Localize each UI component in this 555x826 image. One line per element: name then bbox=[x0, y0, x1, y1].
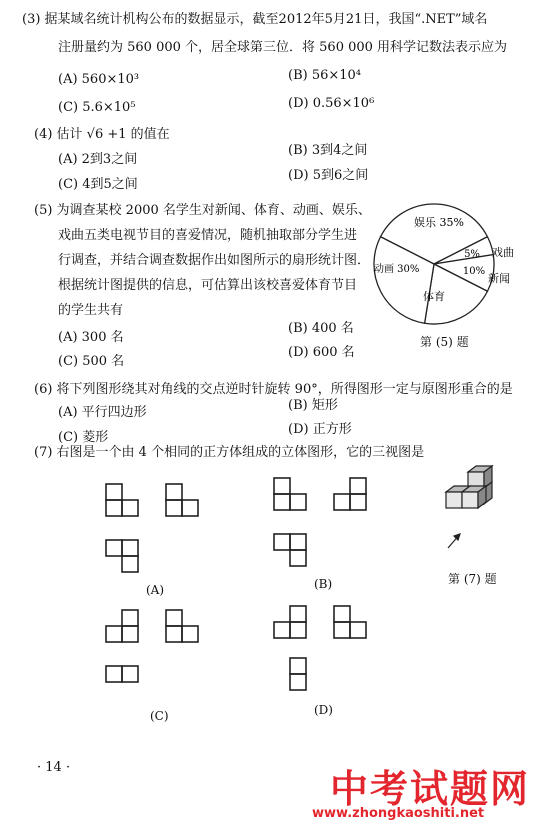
pie-label-news-pct: 10% bbox=[462, 266, 486, 277]
q4-option-c: (C) 4到5之间 bbox=[58, 177, 138, 192]
q3-stem-line1: (3) 据某域名统计机构公布的数据显示，截至2012年5月21日，我国“.NET”域名 bbox=[22, 12, 488, 27]
watermark-title: 中考试题网 bbox=[330, 767, 531, 811]
q3-option-c: (C) 5.6×10⁵ bbox=[58, 100, 136, 115]
q3-option-a: (A) 560×10³ bbox=[58, 72, 140, 87]
pie-label-opera-pct: 5% bbox=[464, 249, 480, 260]
q5-option-c: (C) 500 名 bbox=[58, 354, 125, 369]
q5-stem-line1: (5) 为调查某校 2000 名学生对新闻、体育、动画、娱乐、 bbox=[34, 203, 371, 218]
pie-outside-label-news: 新闻 bbox=[488, 272, 510, 285]
q5-option-a: (A) 300 名 bbox=[58, 330, 124, 345]
q6-option-a: (A) 平行四边形 bbox=[58, 405, 147, 420]
q4-option-b: (B) 3到4之间 bbox=[288, 143, 368, 158]
q5-stem-line4: 根据统计图提供的信息，可估算出该校喜爱体育节目 bbox=[58, 278, 358, 293]
q3-option-b: (B) 56×10⁴ bbox=[288, 68, 362, 83]
q6-option-d: (D) 正方形 bbox=[288, 422, 352, 437]
pie-chart bbox=[362, 200, 532, 330]
q5-stem-line2: 戏曲五类电视节目的喜爱情况，随机抽取部分学生进 bbox=[58, 228, 358, 243]
q4-option-d: (D) 5到6之间 bbox=[288, 168, 369, 183]
q4-stem: (4) 估计 √6 +1 的值在 bbox=[34, 127, 170, 142]
q5-option-d: (D) 600 名 bbox=[288, 345, 355, 360]
q7-option-d-views bbox=[268, 596, 388, 706]
pie-label-entertainment: 娱乐 35% bbox=[414, 216, 464, 229]
q7-stem: (7) 右图是一个由 4 个相同的正方体组成的立体图形，它的三视图是 bbox=[34, 445, 425, 460]
pie-label-animation: 动画 30% bbox=[374, 264, 420, 275]
q7-option-c-views bbox=[100, 600, 220, 700]
pie-label-sports: 体育 bbox=[423, 290, 445, 303]
q5-option-b: (B) 400 名 bbox=[288, 321, 354, 336]
q6-option-b: (B) 矩形 bbox=[288, 398, 338, 413]
q4-option-a: (A) 2到3之间 bbox=[58, 152, 138, 167]
q3-option-d: (D) 0.56×10⁶ bbox=[288, 96, 375, 111]
q7-option-a-label: (A) bbox=[146, 583, 165, 597]
q7-solid-figure bbox=[430, 460, 510, 570]
q5-stem-line3: 行调查，并结合调查数据作出如图所示的扇形统计图． bbox=[58, 253, 371, 268]
pie-outside-label-opera: 戏曲 bbox=[492, 246, 514, 259]
q6-stem: (6) 将下列图形绕其对角线的交点逆时针旋转 90°，所得图形一定与原图形重合的是 bbox=[34, 382, 513, 397]
q7-option-c-label: (C) bbox=[150, 709, 169, 723]
q3-stem-line2: 注册量约为 560 000 个，居全球第三位．将 560 000 用科学记数法表示应为 bbox=[58, 40, 508, 55]
q7-figure-caption: 第 (7) 题 bbox=[448, 572, 497, 586]
q7-option-b-views bbox=[268, 472, 388, 582]
q6-option-c: (C) 菱形 bbox=[58, 430, 109, 445]
q7-option-d-label: (D) bbox=[314, 703, 333, 717]
q7-option-b-label: (B) bbox=[314, 577, 333, 591]
q5-stem-line5: 的学生共有 bbox=[58, 303, 124, 318]
watermark-url: www.zhongkaoshiti.net bbox=[312, 806, 485, 821]
q7-option-a-views bbox=[100, 478, 210, 588]
page-number: · 14 · bbox=[37, 760, 71, 775]
q5-figure-caption: 第 (5) 题 bbox=[420, 335, 469, 349]
